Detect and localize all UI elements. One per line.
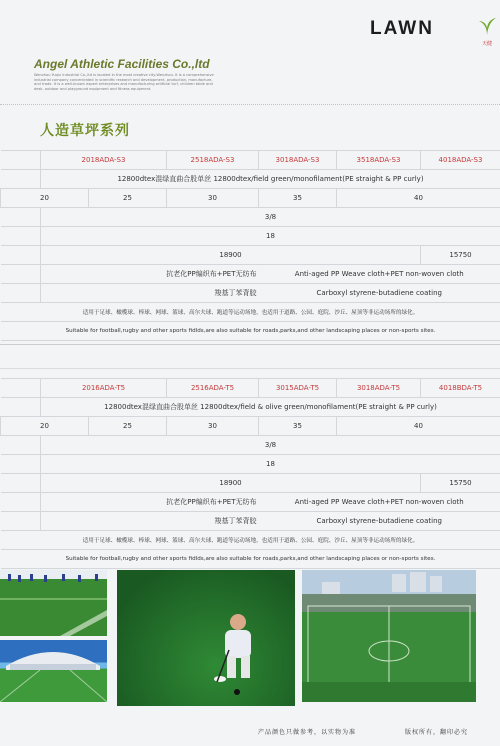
gauge-row <box>1 208 500 227</box>
table-cell-blank <box>1 284 41 303</box>
model-cell: 2518ADA-S3 <box>167 151 259 170</box>
model-cell: 3015ADA-T5 <box>259 379 337 398</box>
table-cell-blank <box>1 265 41 284</box>
model-cell: 4018BDA-T5 <box>421 379 500 398</box>
coating-cn: 羧基丁苯背胶 <box>41 284 259 303</box>
table-cell-blank <box>1 227 41 246</box>
table-cell-blank <box>1 379 41 398</box>
height-cell: 25 <box>89 417 167 436</box>
company-logo <box>476 16 498 46</box>
coating-row <box>1 512 500 531</box>
density-cell: 15750 <box>421 474 500 493</box>
players-illustration <box>0 570 107 636</box>
footer-copyright: 版权所有，翻印必究 <box>405 729 469 736</box>
usage-cn-row <box>1 531 500 550</box>
football-field-photo <box>0 570 107 636</box>
model-cell: 3018ADA-T5 <box>337 379 421 398</box>
table-cell-blank <box>1 493 41 512</box>
table-cell-blank <box>1 474 41 493</box>
gauge-cell: 3/8 <box>41 436 500 455</box>
stitch-cell: 18 <box>41 455 500 474</box>
height-row <box>1 189 500 208</box>
height-cell: 20 <box>1 417 89 436</box>
brand-title: LAWN <box>370 18 434 39</box>
model-cell: 2516ADA-T5 <box>167 379 259 398</box>
model-cell: 2016ADA-T5 <box>41 379 167 398</box>
yarn-cell: 12800dtex混绿直曲合股单丝 12800dtex/field & olive green/monofilament(PE straight & PP curly) <box>41 398 500 417</box>
table-cell-blank <box>1 246 41 265</box>
spec-table-t5 <box>0 378 500 569</box>
backing-en: Anti-aged PP Weave cloth+PET non-woven cloth <box>259 265 500 284</box>
backing-en: Anti-aged PP Weave cloth+PET non-woven cloth <box>259 493 500 512</box>
gauge-cell: 3/8 <box>41 208 500 227</box>
coating-en: Carboxyl styrene-butadiene coating <box>259 284 500 303</box>
density-row <box>1 246 500 265</box>
model-cell: 3018ADA-S3 <box>259 151 337 170</box>
logo-text: 天健 <box>481 41 492 47</box>
usage-en: Suitable for football,rugby and other sports fidlds,are also suitable for roads,parks,and other landscaping places or non-sports sites. <box>1 322 500 341</box>
spec-table-s3 <box>0 150 500 341</box>
golfer-illustration <box>117 570 295 706</box>
company-name: Angel Athletic Facilities Co.,ltd <box>34 57 210 71</box>
table-cell-blank <box>1 398 41 417</box>
usage-cn: 适用于足球、橄榄球、棒球、网球、篮球、高尔夫球、跑道等运动场地，也适用于道路、公园、庭院、沙丘、屋顶等非运动场所的绿化。 <box>1 303 500 322</box>
stitch-cell: 18 <box>41 227 500 246</box>
height-cell: 30 <box>167 189 259 208</box>
yarn-row <box>1 170 500 189</box>
coating-en: Carboxyl styrene-butadiene coating <box>259 512 500 531</box>
header-divider <box>0 104 500 105</box>
yarn-row <box>1 398 500 417</box>
height-row <box>1 417 500 436</box>
height-cell: 35 <box>259 189 337 208</box>
density-cell: 18900 <box>41 246 421 265</box>
table-cell-blank <box>1 170 41 189</box>
field-illustration <box>302 570 476 702</box>
model-cell: 2018ADA-S3 <box>41 151 167 170</box>
model-cell: 3518ADA-S3 <box>337 151 421 170</box>
model-row <box>1 379 500 398</box>
table-cell-blank <box>1 455 41 474</box>
series-title: 人造草坪系列 <box>40 123 130 139</box>
stadium-photo <box>0 640 107 702</box>
height-cell: 35 <box>259 417 337 436</box>
backing-cn: 抗老化PP编织布+PET无纺布 <box>41 493 259 512</box>
density-cell: 15750 <box>421 246 500 265</box>
usage-en-row <box>1 550 500 569</box>
table-cell-blank <box>1 151 41 170</box>
height-cell: 20 <box>1 189 89 208</box>
height-cell: 25 <box>89 189 167 208</box>
stadium-illustration <box>0 640 107 702</box>
density-row <box>1 474 500 493</box>
coating-cn: 羧基丁苯背胶 <box>41 512 259 531</box>
company-description: Wenzhou Yuqiu Industrial Co.,ltd is located in the most creative city-Wenzhou. It is a comprehensive industrial company concentrated in scientific research and development, production, manufacture, and trade. It is a well-known expert enterprises and manufacturing artificial turf, children table and desk, outdoor and playground equipment and fitness equipment. <box>34 73 214 91</box>
usage-en: Suitable for football,rugby and other sports fidlds,are also suitable for roads,parks,and other landscaping places or non-sports sites. <box>1 550 500 569</box>
footer-color-note: 产品颜色只做参考，以实物为准 <box>258 729 357 736</box>
backing-cn: 抗老化PP编织布+PET无纺布 <box>41 265 259 284</box>
height-cell: 40 <box>337 189 500 208</box>
sprout-icon <box>476 16 498 36</box>
usage-cn-row <box>1 303 500 322</box>
table-cell-blank <box>1 512 41 531</box>
height-cell: 40 <box>337 417 500 436</box>
usage-en-row <box>1 322 500 341</box>
table-cell-blank <box>1 436 41 455</box>
model-row <box>1 151 500 170</box>
gauge-row <box>1 436 500 455</box>
town-field-photo <box>302 570 476 702</box>
density-cell: 18900 <box>41 474 421 493</box>
height-cell: 30 <box>167 417 259 436</box>
stitch-row <box>1 455 500 474</box>
photo-strip <box>0 570 500 705</box>
model-cell: 4018ADA-S3 <box>421 151 500 170</box>
backing-row <box>1 265 500 284</box>
putting-green-photo <box>117 570 295 706</box>
yarn-cell: 12800dtex混绿直曲合股单丝 12800dtex/field green/monofilament(PE straight & PP curly) <box>41 170 500 189</box>
backing-row <box>1 493 500 512</box>
table-cell-blank <box>1 208 41 227</box>
section-divider <box>0 368 500 369</box>
stitch-row <box>1 227 500 246</box>
usage-cn: 适用于足球、橄榄球、棒球、网球、篮球、高尔夫球、跑道等运动场地，也适用于道路、公园、庭院、沙丘、屋顶等非运动场所的绿化。 <box>1 531 500 550</box>
section-divider <box>0 344 500 345</box>
coating-row <box>1 284 500 303</box>
